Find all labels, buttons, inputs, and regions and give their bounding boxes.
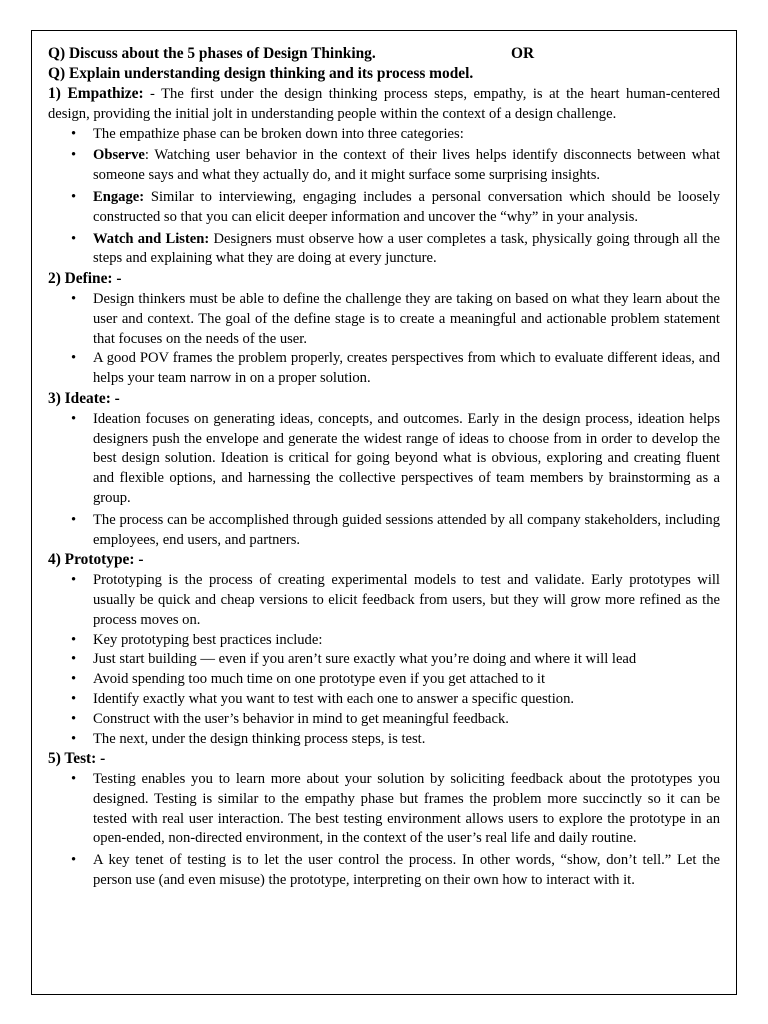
list-item	[48, 188, 720, 228]
bullet-icon: •	[71, 290, 77, 307]
empathize-list	[48, 125, 720, 270]
list-item	[48, 410, 720, 509]
list-item-text: Testing enables you to learn more about your solution by soliciting feedback about the prototypes you designed. Testing is similar to the empathy phase but frames the problem more succinctly so it can be tested with real user interaction. The best testing environment allows users to explore the prototype in an open-ended, non-directed environment, in the context of the user’s real life and daily routine.	[93, 771, 720, 847]
list-item-text: Key prototyping best practices include:	[93, 631, 323, 648]
empathize-intro: - The first under the design thinking process steps, empathy, is at the heart human-centered design, providing the initial jolt in understanding people within the context of a design challenge.	[48, 86, 720, 122]
test-list	[48, 770, 720, 891]
bullet-icon: •	[71, 671, 77, 688]
list-item	[48, 650, 720, 670]
bullet-icon: •	[71, 188, 77, 205]
list-item-term: Engage:	[93, 188, 145, 205]
list-item-text: Prototyping is the process of creating experimental models to test and validate. Early prototypes will usually be quick and cheap versions to elicit feedback from users, but they will grow more refined as the process moves on.	[93, 572, 720, 628]
test-section	[48, 749, 720, 770]
list-item	[48, 349, 720, 389]
list-item-text: A key tenet of testing is to let the user control the process. In other words, “show, don’t tell.” Let the person use (and even misuse) the prototype, interpreting on their own how to interact with it.	[93, 852, 720, 889]
list-item	[48, 730, 720, 750]
list-item	[48, 230, 720, 270]
bullet-icon: •	[71, 651, 77, 668]
list-item-term: Watch and Listen:	[93, 230, 210, 247]
bullet-icon: •	[71, 771, 77, 788]
ideate-heading: 3) Ideate: -	[48, 389, 120, 407]
list-item-text: Just start building — even if you aren’t sure exactly what you’re doing and where it will lead	[93, 651, 637, 668]
ideate-list	[48, 410, 720, 551]
list-item	[48, 770, 720, 849]
bullet-icon: •	[71, 852, 77, 869]
list-item-text: The next, under the design thinking process steps, is test.	[93, 730, 426, 747]
test-heading: 5) Test: -	[48, 750, 106, 768]
empathize-heading: 1) Empathize:	[48, 85, 144, 102]
list-item-text: Design thinkers must be able to define the challenge they are taking on based on what they learn about the user and context. The goal of the define stage is to create a meaningful and actionable problem statement that focuses on the needs of the user.	[93, 290, 720, 347]
question-1-text: Q) Discuss about the 5 phases of Design Thinking.	[48, 45, 376, 62]
list-item-text: : Watching user behavior in the context of their lives helps identify disconnects between what someone says and what they actually do, and it might surface some surprising insights.	[93, 147, 720, 184]
prototype-heading: 4) Prototype: -	[48, 551, 144, 569]
list-item	[48, 710, 720, 730]
list-item-text: Ideation focuses on generating ideas, concepts, and outcomes. Early in the design process, ideation helps designers push the envelope and generate the widest range of ideas to choose from in order to develop the best design solution. Ideation is critical for going beyond what is obvious, exploring and creating fluent and flexible options, and harnessing the collective perspectives of team members by brainstorming as a group.	[93, 410, 720, 506]
list-item-text: Identify exactly what you want to test with each one to answer a specific question.	[93, 690, 575, 707]
list-item-text: The empathize phase can be broken down into three categories:	[93, 125, 464, 142]
bullet-icon: •	[71, 410, 77, 427]
list-item	[48, 290, 720, 349]
bullet-icon: •	[71, 572, 77, 589]
empathize-section	[48, 84, 720, 125]
list-item-text: The process can be accomplished through guided sessions attended by all company stakeholders, including employees, end users, and partners.	[93, 511, 720, 548]
bullet-icon: •	[71, 710, 77, 727]
bullet-icon: •	[71, 511, 77, 528]
list-item	[48, 670, 720, 690]
bullet-icon: •	[71, 690, 77, 707]
list-item-text: Designers must observe how a user completes a task, physically going through all the steps and explaining what they are doing at every juncture.	[93, 230, 720, 267]
list-item	[48, 690, 720, 710]
ideate-section	[48, 389, 720, 410]
list-item	[48, 571, 720, 630]
document-page	[31, 30, 737, 995]
list-item	[48, 511, 720, 551]
bullet-icon: •	[71, 147, 77, 164]
bullet-icon: •	[71, 631, 77, 648]
list-item-text: Similar to interviewing, engaging includes a personal conversation which should be loosely constructed so that you can elicit deeper information and uncover the “why” in your analysis.	[93, 188, 720, 225]
bullet-icon: •	[71, 730, 77, 747]
question-1	[48, 44, 720, 64]
list-item	[48, 851, 720, 891]
list-item	[48, 631, 720, 651]
define-list	[48, 290, 720, 389]
list-item-text: Avoid spending too much time on one prototype even if you get attached to it	[93, 671, 546, 688]
question-2: Q) Explain understanding design thinking and its process model.	[48, 65, 474, 82]
list-item-term: Observe	[93, 147, 145, 164]
bullet-icon: •	[71, 350, 77, 367]
list-item	[48, 125, 720, 145]
or-label: OR	[511, 45, 535, 62]
list-item-text: Construct with the user’s behavior in mind to get meaningful feedback.	[93, 710, 509, 727]
prototype-list	[48, 571, 720, 749]
define-heading: 2) Define: -	[48, 270, 122, 288]
bullet-icon: •	[71, 230, 77, 247]
prototype-section	[48, 550, 720, 571]
define-section	[48, 269, 720, 290]
list-item	[48, 146, 720, 186]
list-item-text: A good POV frames the problem properly, creates perspectives from which to evaluate different ideas, and helps your team narrow in on a proper solution.	[93, 350, 720, 387]
bullet-icon: •	[71, 125, 77, 142]
